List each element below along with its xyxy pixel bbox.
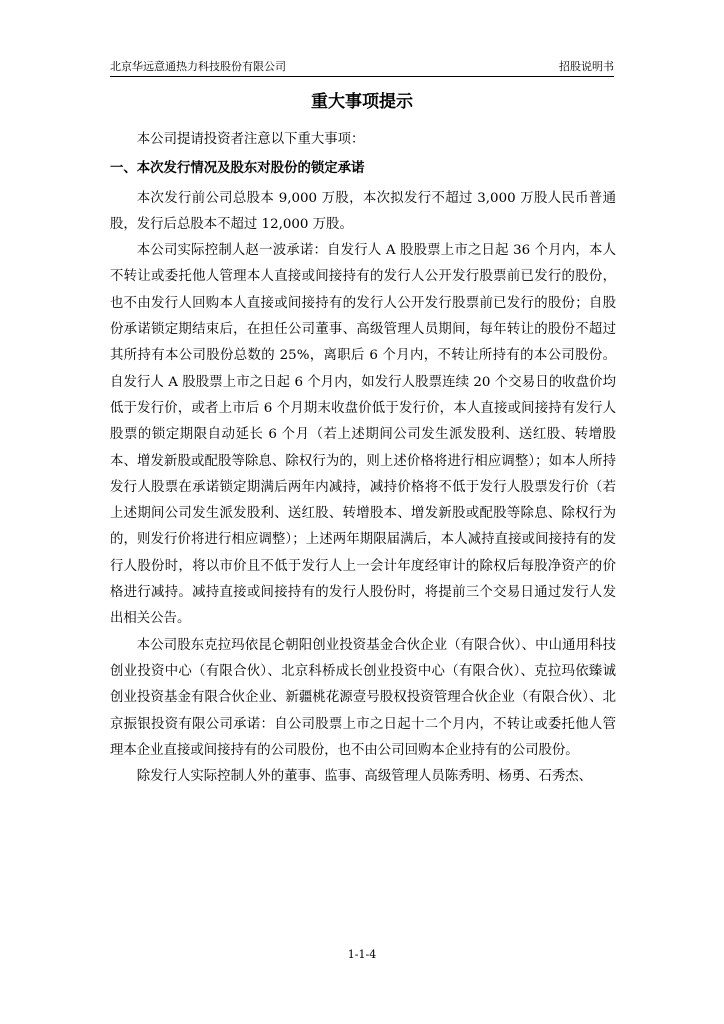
header-divider — [110, 76, 614, 77]
paragraph-controller-commitment: 本公司实际控制人赵一波承诺：自发行人 A 股股票上市之日起 36 个月内，本人不转让或委托他人管理本人直接或间接持有的发行人公开发行股票前已发行的股份，也不由发行人回购本人直接或间接持有的发行人公开发行股票前已发行的股份；自股份承诺锁定期结束后，在担任公司董事、高级管理人员期间，每年转让的股份不超过其所持有本公司股份总数的 25%，离职后 6 个月内，不转让所持有的本公司股份。自发行人 A 股股票上市之日起 6 个月内，如发行人股票连续 20 个交易日的收盘价均低于发行价，或者上市后 6 个月期末收盘价低于发行价，本人直接或间接持有发行人股票的锁定期限自动延长 6 个月（若上述期间公司发生派发股利、送红股、转增股本、增发新股或配股等除息、除权行为的，则上述价格将进行相应调整）；如本人所持发行人股票在承诺锁定期满后两年内减持，减持价格将不低于发行人股票发行价（若上述期间公司发生派发股利、送红股、转增股本、增发新股或配股等除息、除权行为的，则发行价将进行相应调整）；上述两年期限届满后，本人减持直接或间接持有的发行人股份时，将以市价且不低于发行人上一会计年度经审计的除权后每股净资产的价格进行减持。减持直接或间接持有的发行人股份时，将提前三个交易日通过发行人发出相关公告。 — [110, 243, 616, 627]
running-header — [110, 59, 614, 75]
header-document-type: 招股说明书 — [559, 60, 614, 73]
paragraph-directors-commitment: 除发行人实际控制人外的董事、监事、高级管理人员陈秀明、杨勇、石秀杰、 — [136, 769, 593, 785]
paragraph-shareholder-commitment: 本公司股东克拉玛依昆仑朝阳创业投资基金合伙企业（有限合伙）、中山通用科技创业投资中心（有限合伙）、北京科桥成长创业投资中心（有限合伙）、克拉玛依臻诚创业投资基金有限合伙企业、新疆桃花源壹号股权投资管理合伙企业（有限合伙）、北京振银投资有限公司承诺：自公司股票上市之日起十二个月内，不转让或委托他人管理本企业直接或间接持有的公司股份，也不由公司回购本企业持有的公司股份。 — [110, 637, 616, 758]
page-number: 1-1-4 — [347, 948, 377, 961]
intro-paragraph: 本公司提请投资者注意以下重大事项： — [136, 132, 365, 147]
header-company-name: 北京华远意通热力科技股份有限公司 — [110, 60, 286, 73]
paragraph-share-capital: 本次发行前公司总股本 9,000 万股，本次拟发行不超过 3,000 万股人民币普通股，发行后总股本不超过 12,000 万股。 — [110, 190, 616, 232]
page-title: 重大事项提示 — [311, 92, 413, 112]
document-body — [110, 127, 616, 790]
section-heading: 一、本次发行情况及股东对股份的锁定承诺 — [110, 161, 365, 177]
